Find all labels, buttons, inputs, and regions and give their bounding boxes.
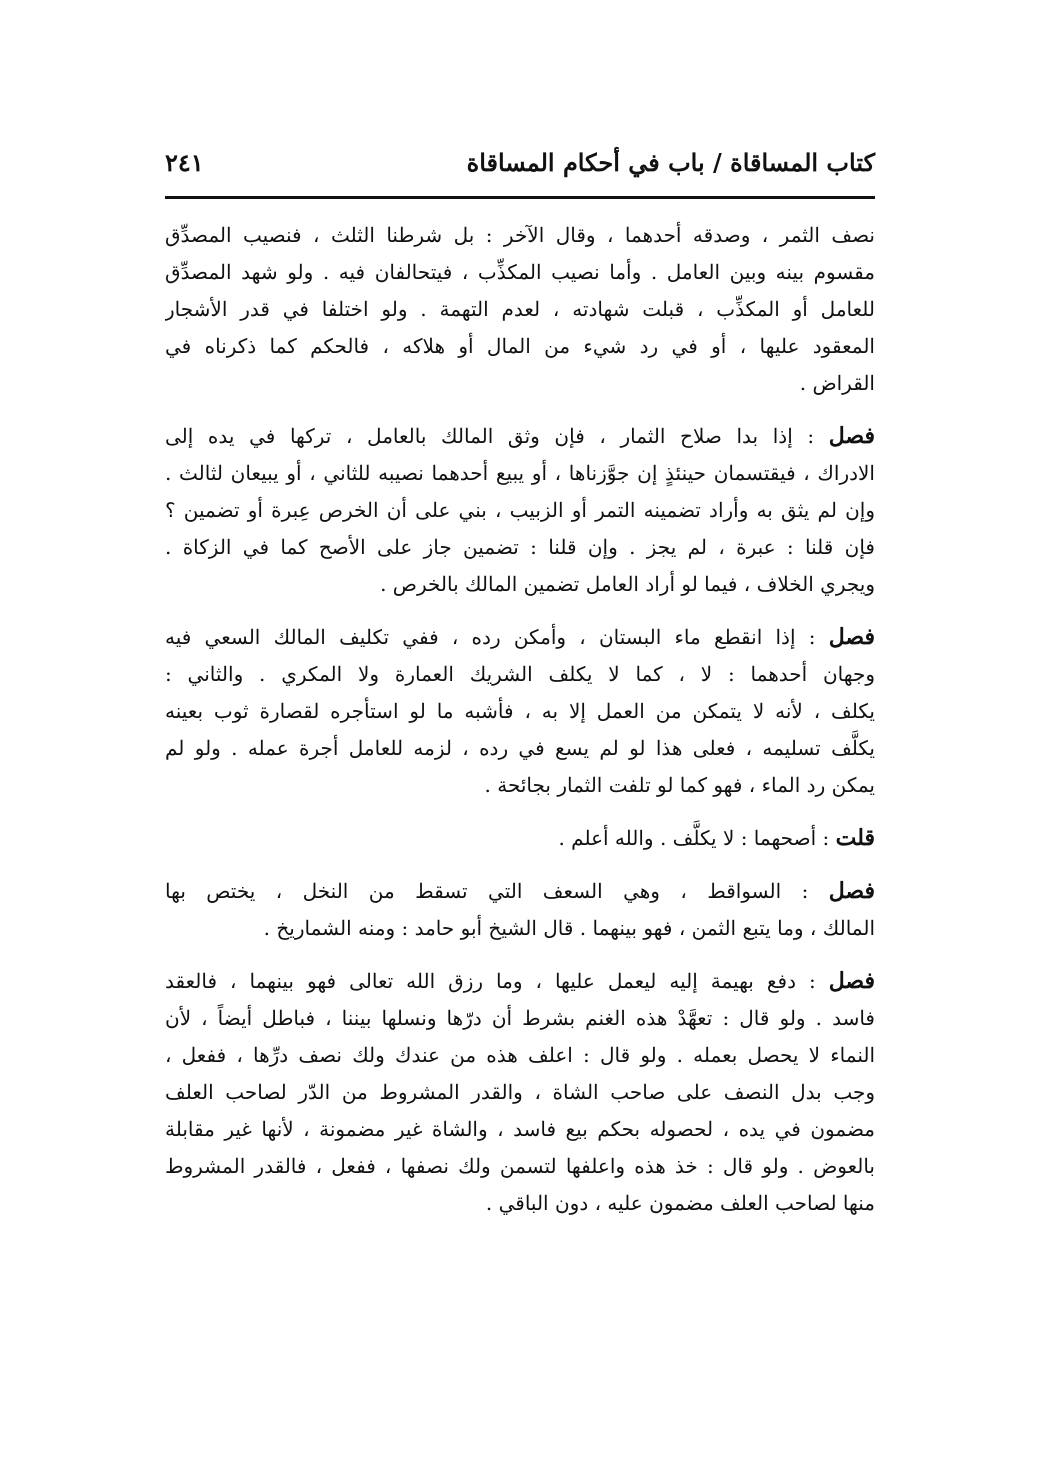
text-span: : إذا انقطع ماء البستان ، وأمكن رده ، ففي تكليف المالك السعي فيه	[165, 625, 829, 649]
text-line	[165, 963, 875, 1000]
text-line: يمكن رد الماء ، فهو كما لو تلفت الثمار بجائحة .	[484, 773, 875, 797]
text-line: القراض .	[799, 371, 875, 395]
text-line: فإن قلنا : عبرة ، لم يجز . وإن قلنا : تضمين جاز على الأصح كما في الزكاة .	[165, 535, 875, 559]
page-header	[165, 140, 875, 199]
section-keyword: فصل	[828, 878, 875, 904]
text-line: مضمون في يده ، لحصوله بحكم بيع فاسد ، والشاة غير مضمونة ، لأنها غير مقابلة	[165, 1117, 875, 1141]
text-span: : السواقط ، وهي السعف التي تسقط من النخل ، يختص بها	[165, 879, 829, 903]
page-body	[165, 199, 875, 1222]
text-line: المالك ، وما يتبع الثمن ، فهو بينهما . قال الشيخ أبو حامد : ومنه الشماريخ .	[263, 916, 875, 940]
section-keyword: قلت	[835, 825, 875, 851]
section-keyword: فصل	[828, 423, 875, 449]
text-line: وجهان أحدهما : لا ، كما لا يكلف الشريك العمارة ولا المكري . والثاني :	[165, 662, 875, 686]
text-line: يكلَّف تسليمه ، فعلى هذا لو لم يسع في رده ، لزمه للعامل أجرة عمله . ولو لم	[165, 736, 875, 760]
text-line: الادراك ، فيقتسمان حينئذٍ إن جوَّزناها ، أو يبيع أحدهما نصيبه للثاني ، أو يبيعان لثالث .	[165, 461, 875, 485]
running-title: كتاب المساقاة / باب في أحكام المساقاة	[466, 148, 875, 177]
text-span: : أصحهما : لا يكلَّف . والله أعلم .	[558, 826, 836, 850]
text-line: وجب بدل النصف على صاحب الشاة ، والقدر المشروط من الدّر لصاحب العلف	[165, 1080, 875, 1104]
text-line: منها لصاحب العلف مضمون عليه ، دون الباقي .	[485, 1191, 875, 1215]
paragraph	[165, 873, 875, 947]
text-line: للعامل أو المكذِّب ، قبلت شهادته ، لعدم التهمة . ولو اختلفا في قدر الأشجار	[165, 297, 875, 321]
text-line: وإن لم يثق به وأراد تضمينه التمر أو الزبيب ، بني على أن الخرص عِبرة أو تضمين ؟	[165, 498, 875, 522]
paragraph	[165, 963, 875, 1222]
page-number: ٢٤١	[165, 148, 204, 177]
text-line	[165, 873, 875, 910]
section-keyword: فصل	[828, 968, 875, 994]
paragraph	[165, 619, 875, 804]
text-line: مقسوم بينه وبين العامل . وأما نصيب المكذِّب ، فيتحالفان فيه . ولو شهد المصدِّق	[165, 260, 875, 284]
text-line	[165, 619, 875, 656]
text-span: : إذا بدا صلاح الثمار ، فإن وثق المالك بالعامل ، تركها في يده إلى	[165, 424, 829, 448]
book-page	[165, 140, 875, 1238]
text-line: المعقود عليها ، أو في رد شيء من المال أو هلاكه ، فالحكم كما ذكرناه في	[165, 334, 875, 358]
text-line: نصف الثمر ، وصدقه أحدهما ، وقال الآخر : بل شرطنا الثلث ، فنصيب المصدِّق	[165, 223, 875, 247]
text-line: يكلف ، لأنه لا يتمكن من العمل إلا به ، فأشبه ما لو استأجره لقصارة ثوب بعينه	[165, 699, 875, 723]
text-line: ويجري الخلاف ، فيما لو أراد العامل تضمين المالك بالخرص .	[380, 572, 875, 596]
text-line	[165, 820, 875, 857]
text-line: بالعوض . ولو قال : خذ هذه واعلفها لتسمن ولك نصفها ، ففعل ، فالقدر المشروط	[165, 1154, 875, 1178]
text-span: : دفع بهيمة إليه ليعمل عليها ، وما رزق الله تعالى فهو بينهما ، فالعقد	[165, 969, 829, 993]
paragraph	[165, 418, 875, 603]
paragraph	[165, 217, 875, 402]
text-line	[165, 418, 875, 455]
text-line: فاسد . ولو قال : تعهَّدْ هذه الغنم بشرط أن درّها ونسلها بيننا ، فباطل أيضاً ، لأن	[165, 1006, 875, 1030]
paragraph	[165, 820, 875, 857]
section-keyword: فصل	[828, 624, 875, 650]
text-line: النماء لا يحصل بعمله . ولو قال : اعلف هذه من عندك ولك نصف درِّها ، ففعل ،	[165, 1043, 875, 1067]
